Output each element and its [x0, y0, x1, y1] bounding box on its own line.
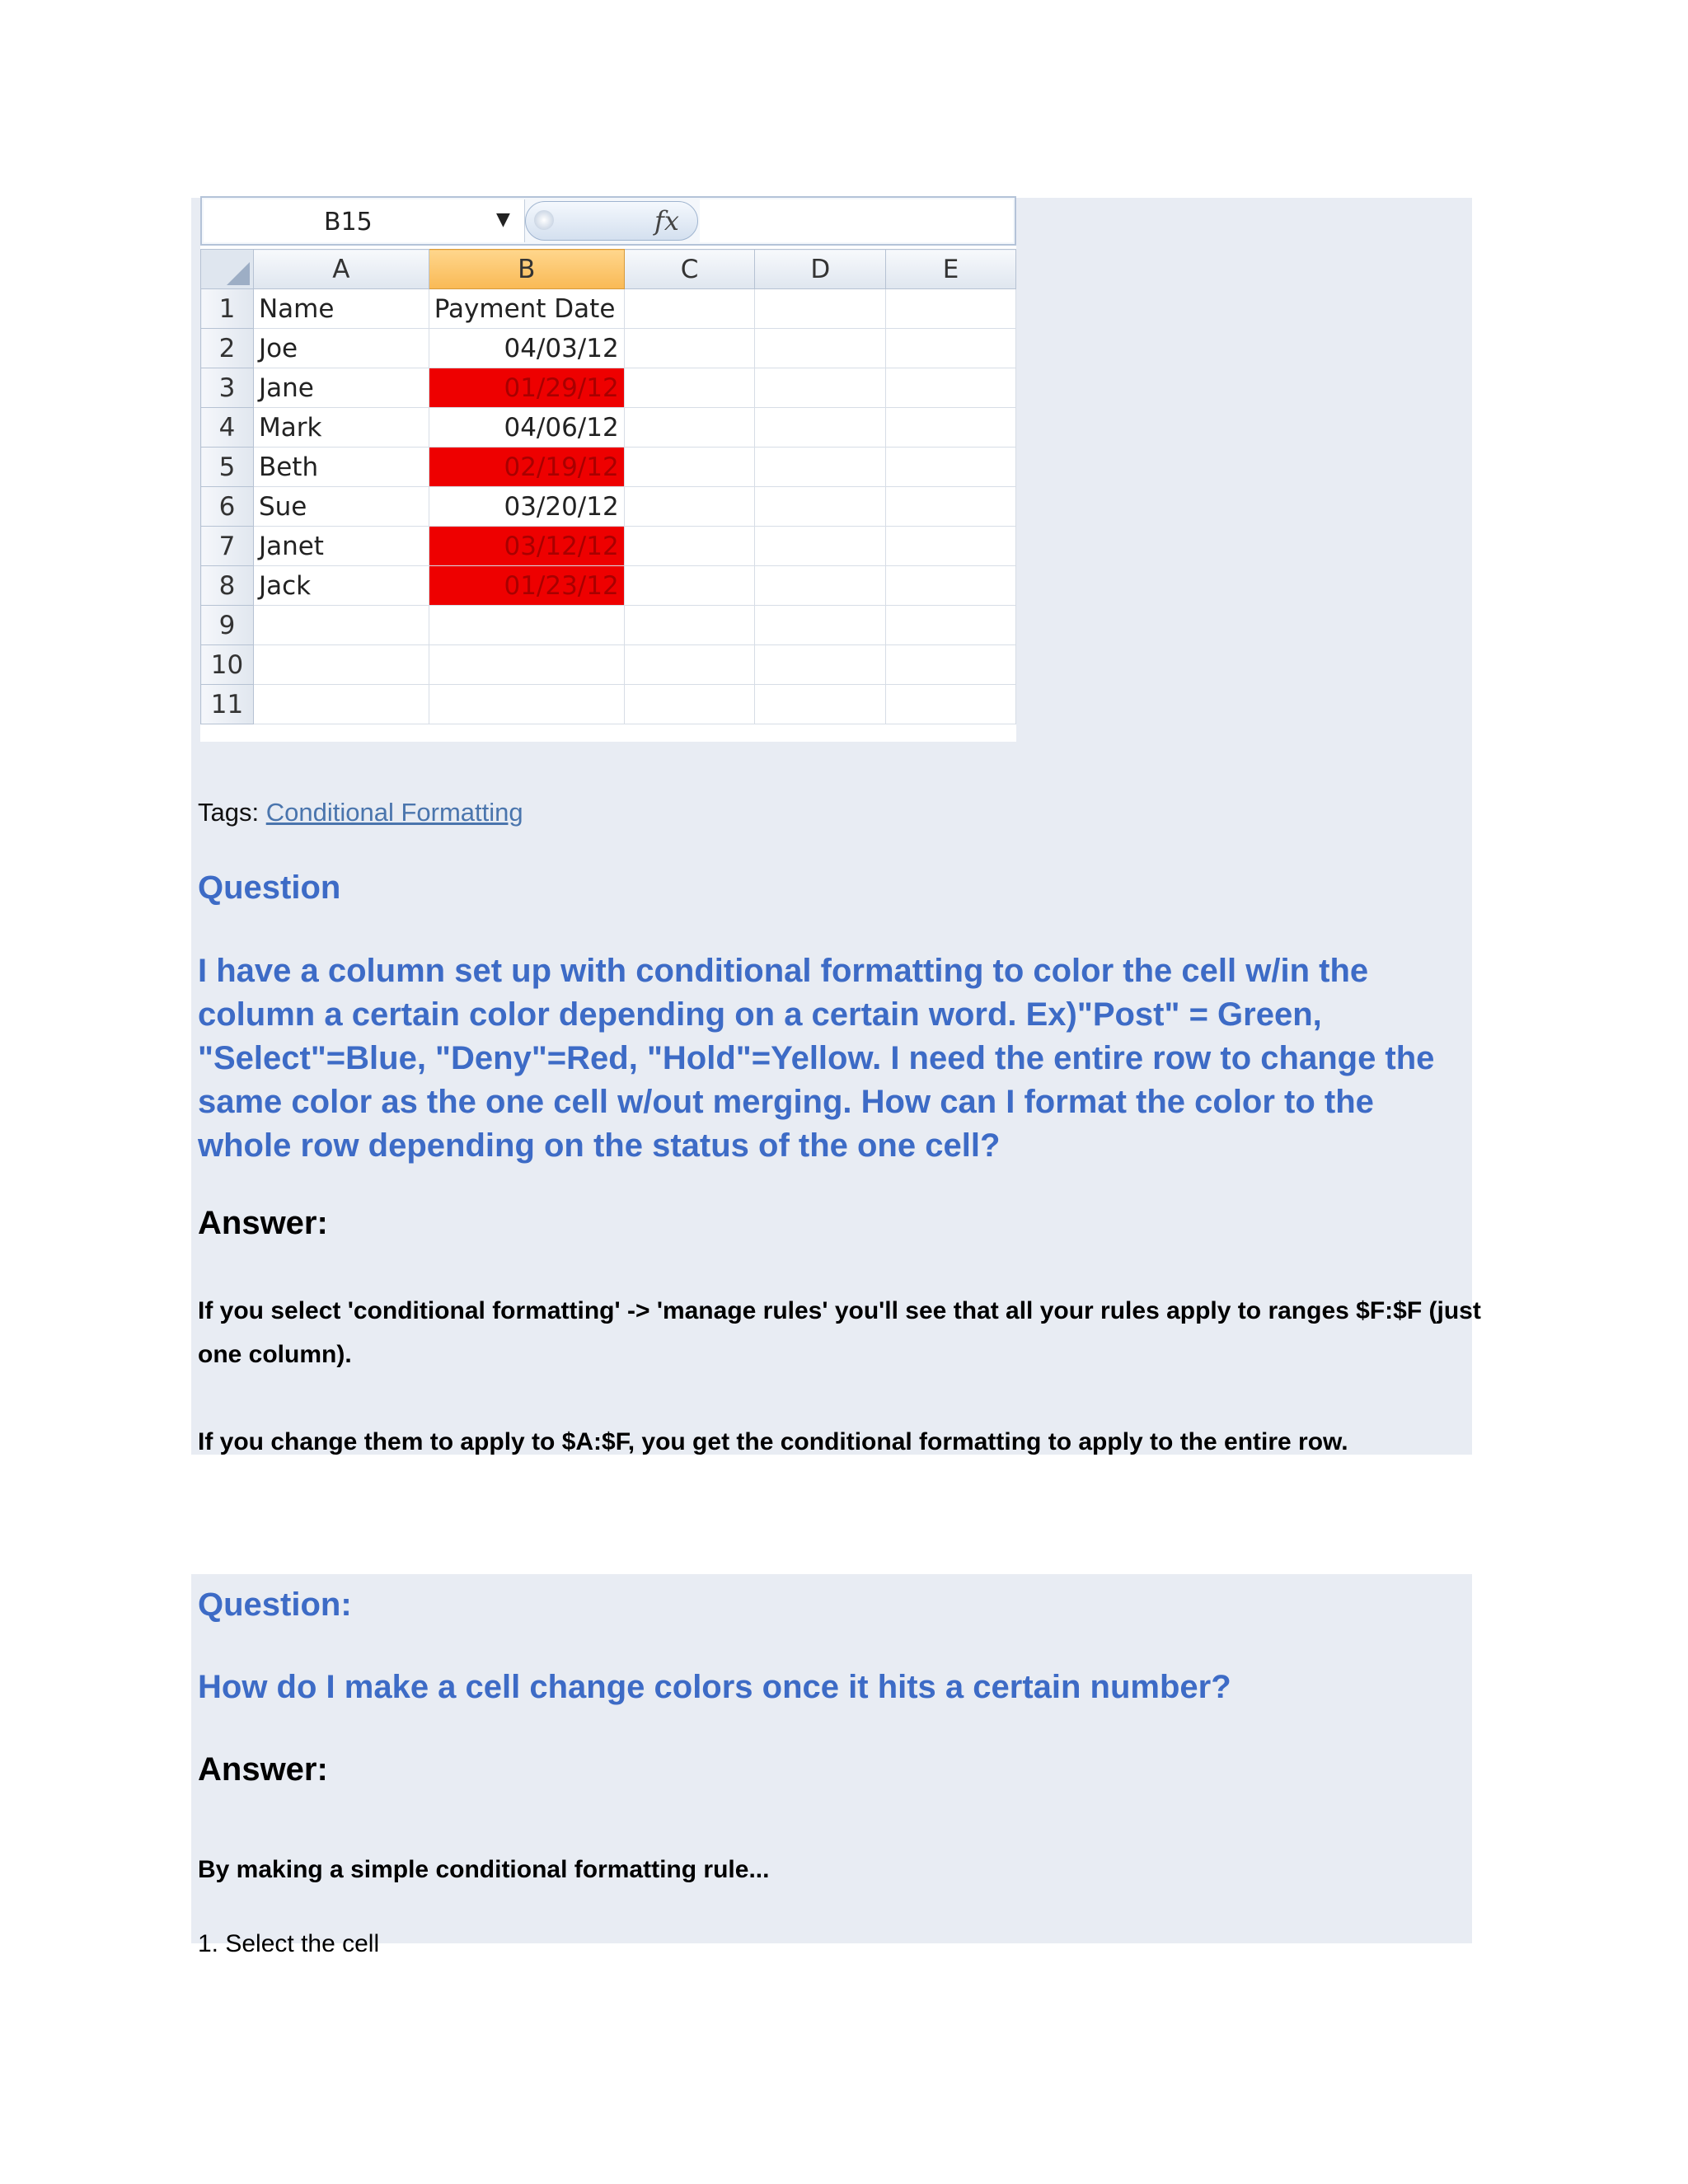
cell-d4[interactable]: [755, 408, 886, 448]
function-button[interactable]: [525, 201, 698, 241]
question-text: I have a column set up with conditional formatting to color the cell w/in the column a certain color depending on a certain word. Ex)"Post" = Green, "Select"=Blue, "Deny"=Red, "Hold"=Yellow. I need the entire row to change the same color as the one cell w/out merging. How can I format the color to the whole row depending on the status of the one cell?: [198, 953, 1435, 1164]
name-box-value: B15: [324, 208, 373, 237]
cell-b8[interactable]: 01/23/12: [429, 566, 624, 606]
chevron-down-icon[interactable]: ▼: [496, 209, 510, 230]
cell-b7[interactable]: 03/12/12: [429, 527, 624, 566]
table-row: [201, 448, 1016, 487]
cell-e6[interactable]: [886, 487, 1016, 527]
cell-e8[interactable]: [886, 566, 1016, 606]
cell-c6[interactable]: [624, 487, 755, 527]
cell-b9[interactable]: [429, 606, 624, 645]
cell-a3[interactable]: Jane: [253, 368, 429, 408]
column-header-c[interactable]: C: [624, 250, 755, 289]
column-header-a[interactable]: A: [253, 250, 429, 289]
cell-d8[interactable]: [755, 566, 886, 606]
cell-b6[interactable]: 03/20/12: [429, 487, 624, 527]
answer-paragraph-2: If you change them to apply to $A:$F, you get the conditional formatting to apply to the entire row.: [198, 1428, 1348, 1455]
row-header[interactable]: 5: [201, 448, 254, 487]
row-header[interactable]: 6: [201, 487, 254, 527]
cell-a10[interactable]: [253, 645, 429, 685]
cell-b2[interactable]: 04/03/12: [429, 329, 624, 368]
cell-b1[interactable]: Payment Date: [429, 289, 624, 329]
tags-line: [198, 798, 523, 827]
cell-a11[interactable]: [253, 685, 429, 724]
answer-heading-2: Answer:: [198, 1751, 328, 1788]
cell-d9[interactable]: [755, 606, 886, 645]
spreadsheet-screenshot: [200, 196, 1016, 742]
cell-e2[interactable]: [886, 329, 1016, 368]
cell-e10[interactable]: [886, 645, 1016, 685]
column-header-e[interactable]: E: [886, 250, 1016, 289]
cell-a9[interactable]: [253, 606, 429, 645]
cell-d7[interactable]: [755, 527, 886, 566]
row-header[interactable]: 3: [201, 368, 254, 408]
formula-bar: [200, 196, 1016, 246]
cell-e1[interactable]: [886, 289, 1016, 329]
answer-paragraph-3: By making a simple conditional formatting rule...: [198, 1856, 770, 1883]
cell-c5[interactable]: [624, 448, 755, 487]
cell-b3[interactable]: 01/29/12: [429, 368, 624, 408]
cell-b5[interactable]: 02/19/12: [429, 448, 624, 487]
cell-b4[interactable]: 04/06/12: [429, 408, 624, 448]
select-all-triangle-icon: [227, 262, 250, 285]
tag-link-conditional-formatting[interactable]: Conditional Formatting: [265, 798, 523, 827]
table-row: [201, 527, 1016, 566]
question-text-2: How do I make a cell change colors once it hits a certain number?: [198, 1669, 1231, 1705]
table-row: [201, 329, 1016, 368]
cell-c7[interactable]: [624, 527, 755, 566]
sheet-grid: [200, 249, 1016, 724]
row-header[interactable]: 8: [201, 566, 254, 606]
cell-d11[interactable]: [755, 685, 886, 724]
cell-d2[interactable]: [755, 329, 886, 368]
answer-paragraph-1: If you select 'conditional formatting' -> 'manage rules' you'll see that all your rules apply to ranges $F:$F (just one column).: [198, 1297, 1481, 1368]
cell-c3[interactable]: [624, 368, 755, 408]
question-heading-2: Question:: [198, 1586, 352, 1623]
insert-function-dot-icon: [534, 210, 554, 230]
cell-e5[interactable]: [886, 448, 1016, 487]
cell-a4[interactable]: Mark: [253, 408, 429, 448]
row-header[interactable]: 11: [201, 685, 254, 724]
row-header[interactable]: 7: [201, 527, 254, 566]
select-all-corner[interactable]: [201, 250, 254, 289]
question-heading: Question: [198, 869, 341, 906]
table-row: [201, 685, 1016, 724]
cell-e4[interactable]: [886, 408, 1016, 448]
tags-label: Tags:: [198, 798, 260, 827]
row-header[interactable]: 9: [201, 606, 254, 645]
cell-c9[interactable]: [624, 606, 755, 645]
row-header[interactable]: 4: [201, 408, 254, 448]
cell-e3[interactable]: [886, 368, 1016, 408]
row-header[interactable]: 2: [201, 329, 254, 368]
column-header-b[interactable]: B: [429, 250, 624, 289]
row-header[interactable]: 1: [201, 289, 254, 329]
cell-c10[interactable]: [624, 645, 755, 685]
cell-c1[interactable]: [624, 289, 755, 329]
cell-b10[interactable]: [429, 645, 624, 685]
cell-e11[interactable]: [886, 685, 1016, 724]
name-box[interactable]: [204, 199, 525, 242]
row-header[interactable]: 10: [201, 645, 254, 685]
cell-e9[interactable]: [886, 606, 1016, 645]
answer-heading: Answer:: [198, 1205, 328, 1241]
cell-a5[interactable]: Beth: [253, 448, 429, 487]
table-row: [201, 566, 1016, 606]
cell-c2[interactable]: [624, 329, 755, 368]
cell-d1[interactable]: [755, 289, 886, 329]
table-row: [201, 606, 1016, 645]
table-row: [201, 368, 1016, 408]
cell-d5[interactable]: [755, 448, 886, 487]
cell-e7[interactable]: [886, 527, 1016, 566]
cell-d3[interactable]: [755, 368, 886, 408]
table-row: [201, 408, 1016, 448]
cell-a8[interactable]: Jack: [253, 566, 429, 606]
table-row: [201, 487, 1016, 527]
cell-a7[interactable]: Janet: [253, 527, 429, 566]
table-row: [201, 289, 1016, 329]
cell-d10[interactable]: [755, 645, 886, 685]
table-row: [201, 645, 1016, 685]
cell-c11[interactable]: [624, 685, 755, 724]
cell-a2[interactable]: Joe: [253, 329, 429, 368]
cell-a6[interactable]: Sue: [253, 487, 429, 527]
cell-d6[interactable]: [755, 487, 886, 527]
cell-c8[interactable]: [624, 566, 755, 606]
cell-c4[interactable]: [624, 408, 755, 448]
column-header-d[interactable]: D: [755, 250, 886, 289]
formula-input[interactable]: [700, 199, 1013, 242]
step-1: 1. Select the cell: [198, 1930, 380, 1957]
cell-b11[interactable]: [429, 685, 624, 724]
fx-icon: fx: [654, 205, 679, 237]
cell-a1[interactable]: Name: [253, 289, 429, 329]
